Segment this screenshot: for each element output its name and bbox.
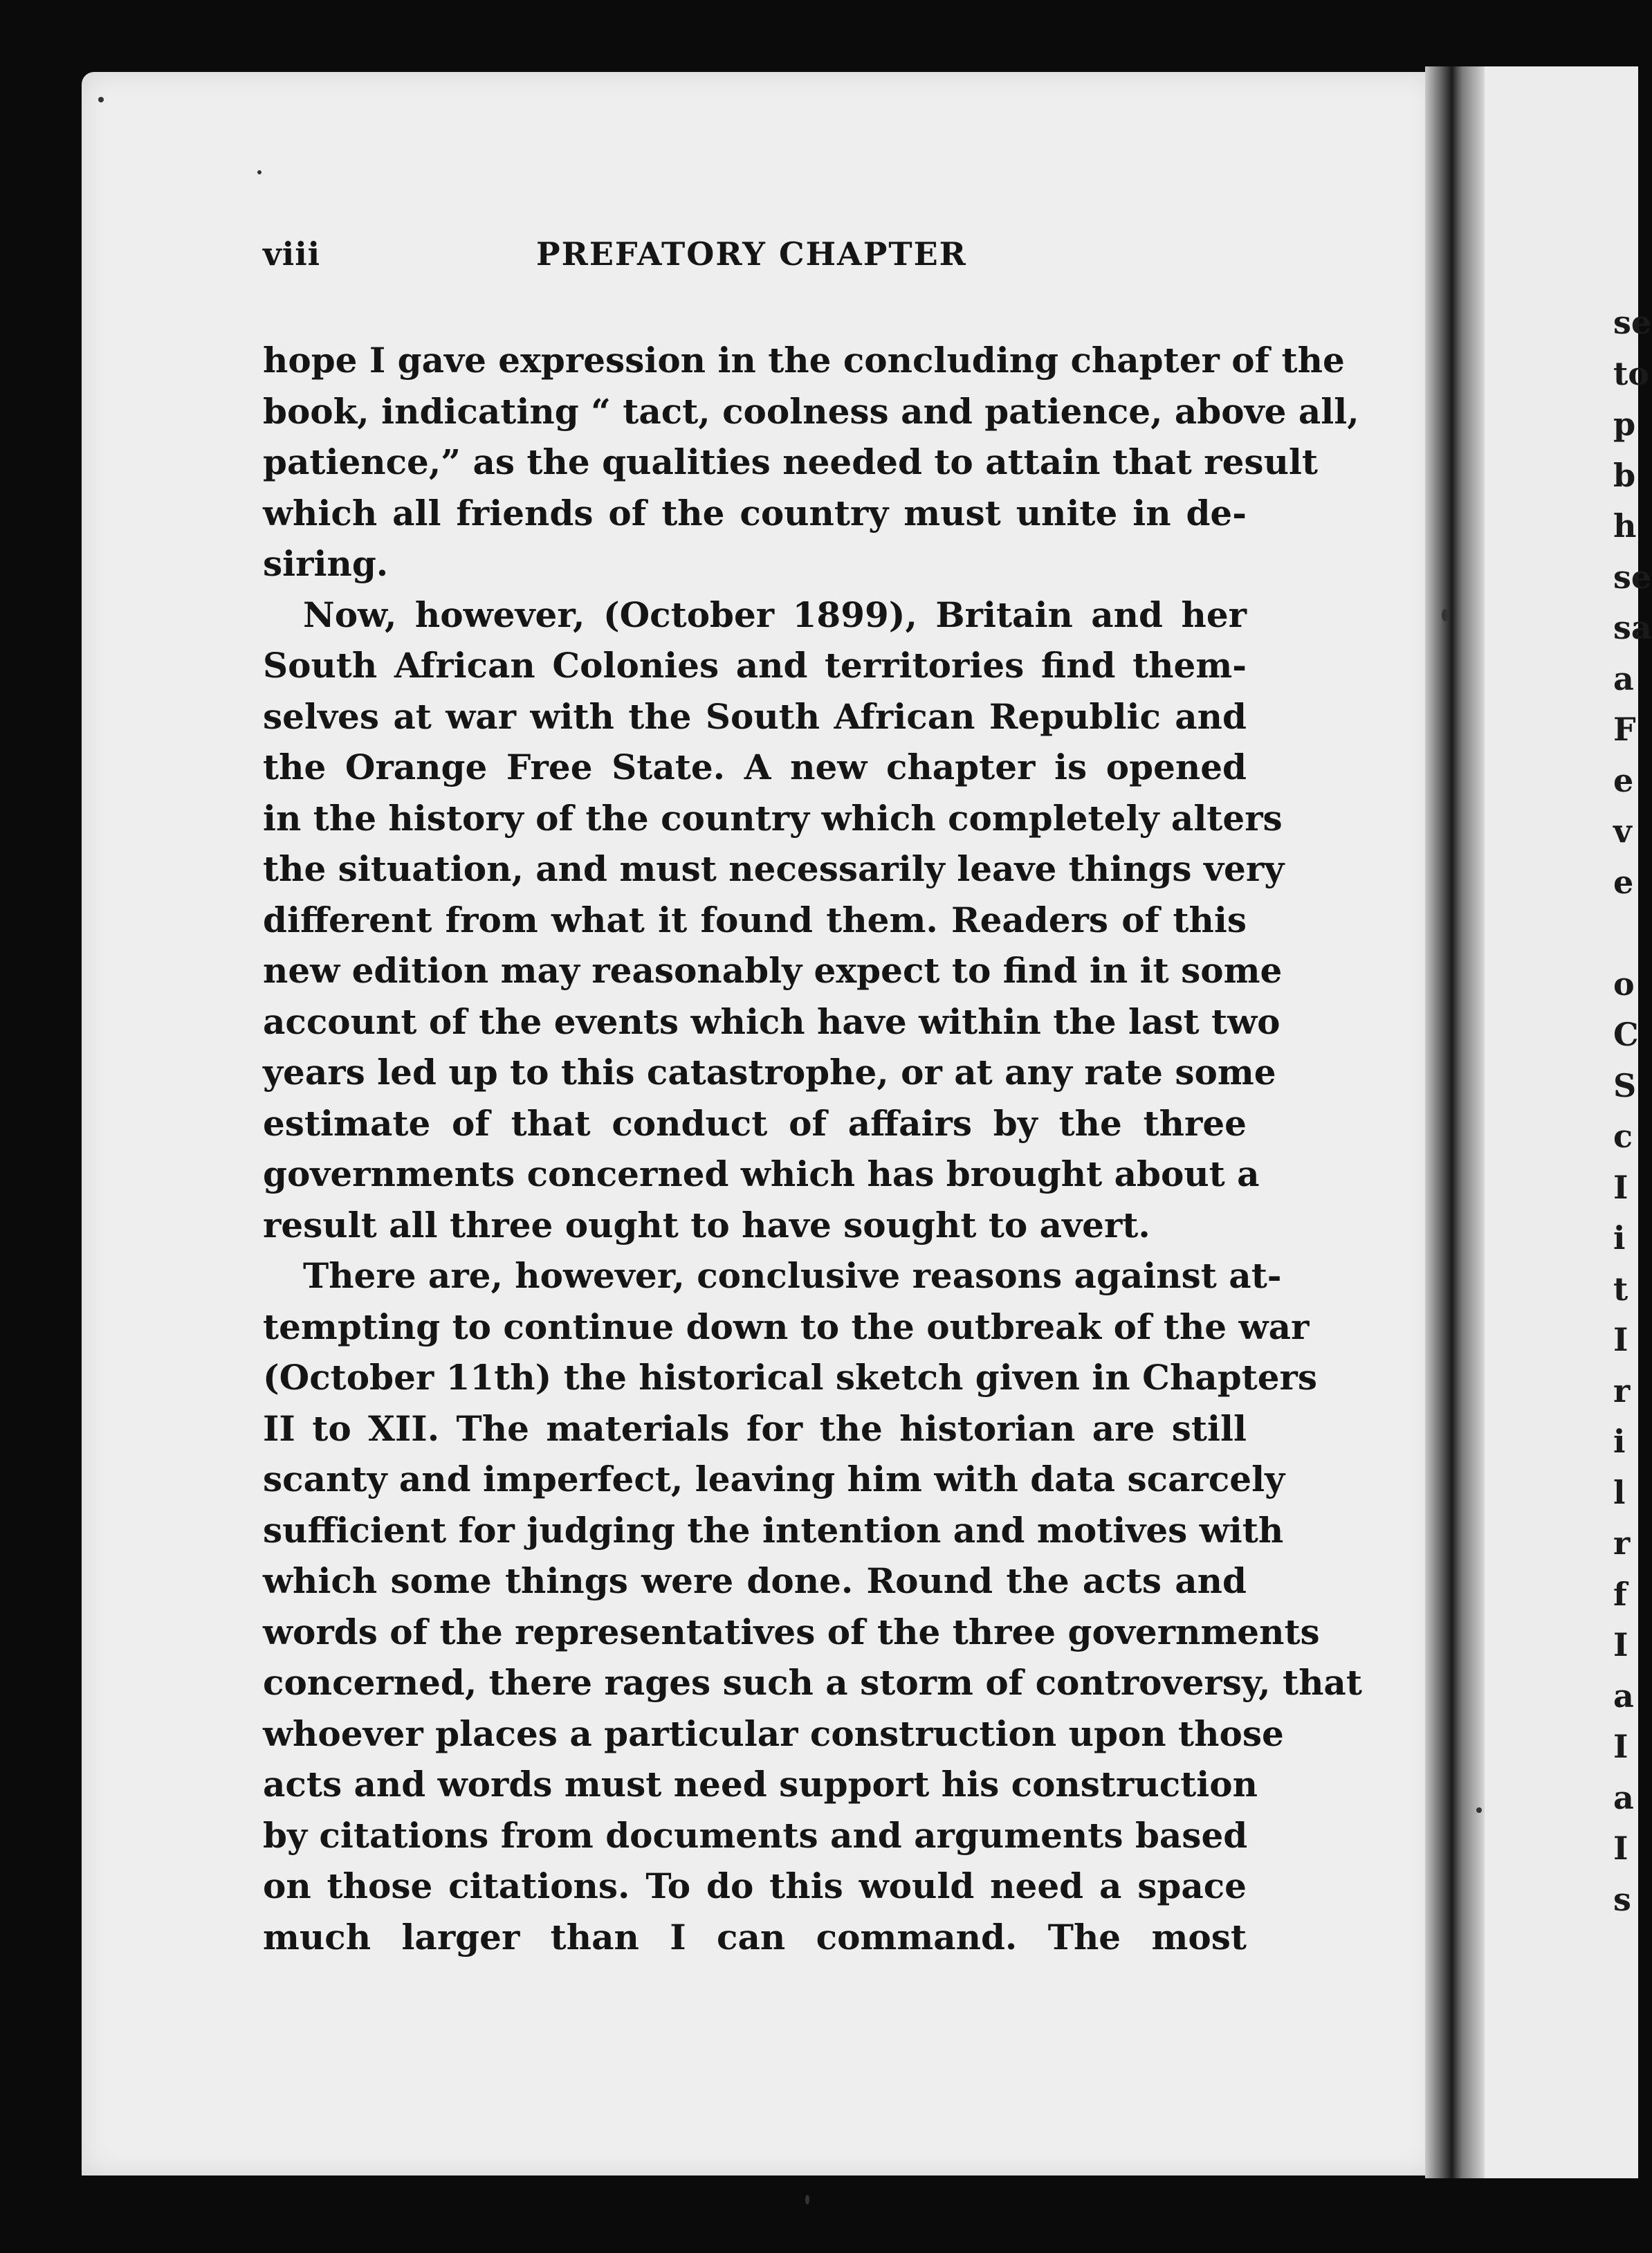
fragment: I [1613,1830,1628,1867]
fragment: e [1613,863,1634,901]
fragment: F [1613,711,1636,748]
book-gutter [1425,66,1485,2178]
text-line: hope I gave expression in the concluding chapter of the [263,340,1345,381]
body-text [263,335,1362,1962]
scan-speck [805,2195,809,2205]
text-line: in the history of the country which completely alters [263,797,1283,839]
fragment: sa [1613,609,1652,646]
fragment: l [1613,1473,1626,1511]
scan-speck [1442,609,1449,621]
fragment: i [1613,1423,1626,1460]
text-line: the situation, and must necessarily leave things very [263,848,1285,889]
text-line: which all friends of the country must unite in de- [263,492,1247,533]
text-line: II to XII. The materials for the historian are still [263,1407,1247,1449]
fragment: I [1613,1626,1628,1663]
text-line: scanty and imperfect, leaving him with data scarcely [263,1459,1285,1499]
text-line: words of the representatives of the three governments [263,1611,1320,1652]
fragment: e [1613,761,1634,799]
fragment: b [1613,456,1636,494]
text-line: the Orange Free State. A new chapter is opened [263,747,1247,787]
text-line: (October 11th) the historical sketch given in Chapters [263,1357,1318,1398]
fragment: a [1613,659,1634,697]
text-line: years led up to this catastrophe, or at any rate some [263,1052,1276,1093]
fragment: S [1613,1066,1637,1104]
fragment: o [1613,965,1635,1003]
page-text [263,228,1362,1962]
text-line: new edition may reasonably expect to find in it some [263,950,1283,991]
text-line: which some things were done. Round the acts and [263,1560,1247,1601]
text-line: patience,” as the qualities needed to attain that result [263,441,1319,482]
fragment: f [1613,1575,1627,1613]
text-line: account of the events which have within the last two [263,1001,1281,1042]
scan-speck [98,97,104,102]
text-line: There are, however, conclusive reasons against at- [303,1255,1282,1296]
page-number: viii [263,235,321,273]
fragment: i [1613,1219,1626,1257]
fragment: a [1613,1778,1634,1816]
text-line: sufficient for judging the intention and motives with [263,1509,1284,1551]
fragment: a [1613,1677,1634,1715]
fragment: C [1613,1016,1639,1053]
adjacent-page-fragments [1613,298,1652,1925]
scan-speck [1476,1807,1482,1813]
text-line: result all three ought to have sought to avert. [263,1204,1150,1246]
page-header [263,228,1247,278]
text-line: estimate of that conduct of affairs by the three [263,1102,1247,1144]
text-line: different from what it found them. Readers of this [263,899,1247,940]
text-line: on those citations. To do this would need a space [263,1866,1247,1906]
fragment: r [1613,1524,1631,1562]
fragment: r [1613,1371,1631,1410]
text-line: selves at war with the South African Republic and [263,695,1247,737]
text-line: siring. [263,543,389,584]
text-line: book, indicating “ tact, coolness and patience, above all, [263,390,1359,432]
text-line: whoever places a particular construction upon those [263,1713,1284,1754]
text-line: South African Colonies and territories find them- [263,645,1247,686]
text-line: acts and words must need support his construction [263,1764,1258,1805]
text-line: tempting to continue down to the outbreak of the war [263,1306,1310,1347]
fragment [1613,908,1638,959]
text-line: Now, however, (October 1899), Britain and her [303,594,1247,635]
fragment: I [1613,1728,1628,1765]
text-line: much larger than I can command. The most [263,1916,1247,1958]
fragment: t [1613,1270,1628,1308]
running-head: PREFATORY CHAPTER [536,235,967,273]
fragment: c [1613,1118,1633,1155]
fragment: v [1613,812,1632,850]
text-line: governments concerned which has brought about a [263,1153,1260,1194]
text-line: concerned, there rages such a storm of controversy, that [263,1662,1362,1703]
fragment: se [1613,304,1652,341]
scan-speck [257,170,261,174]
fragment: I [1613,1168,1628,1206]
fragment: to [1613,354,1649,392]
text-line: by citations from documents and arguments based [263,1814,1248,1856]
fragment: h [1613,507,1637,545]
fragment: s [1613,1880,1631,1918]
fragment: se [1613,558,1652,596]
fragment: I [1613,1321,1628,1358]
fragment: p [1613,405,1636,443]
